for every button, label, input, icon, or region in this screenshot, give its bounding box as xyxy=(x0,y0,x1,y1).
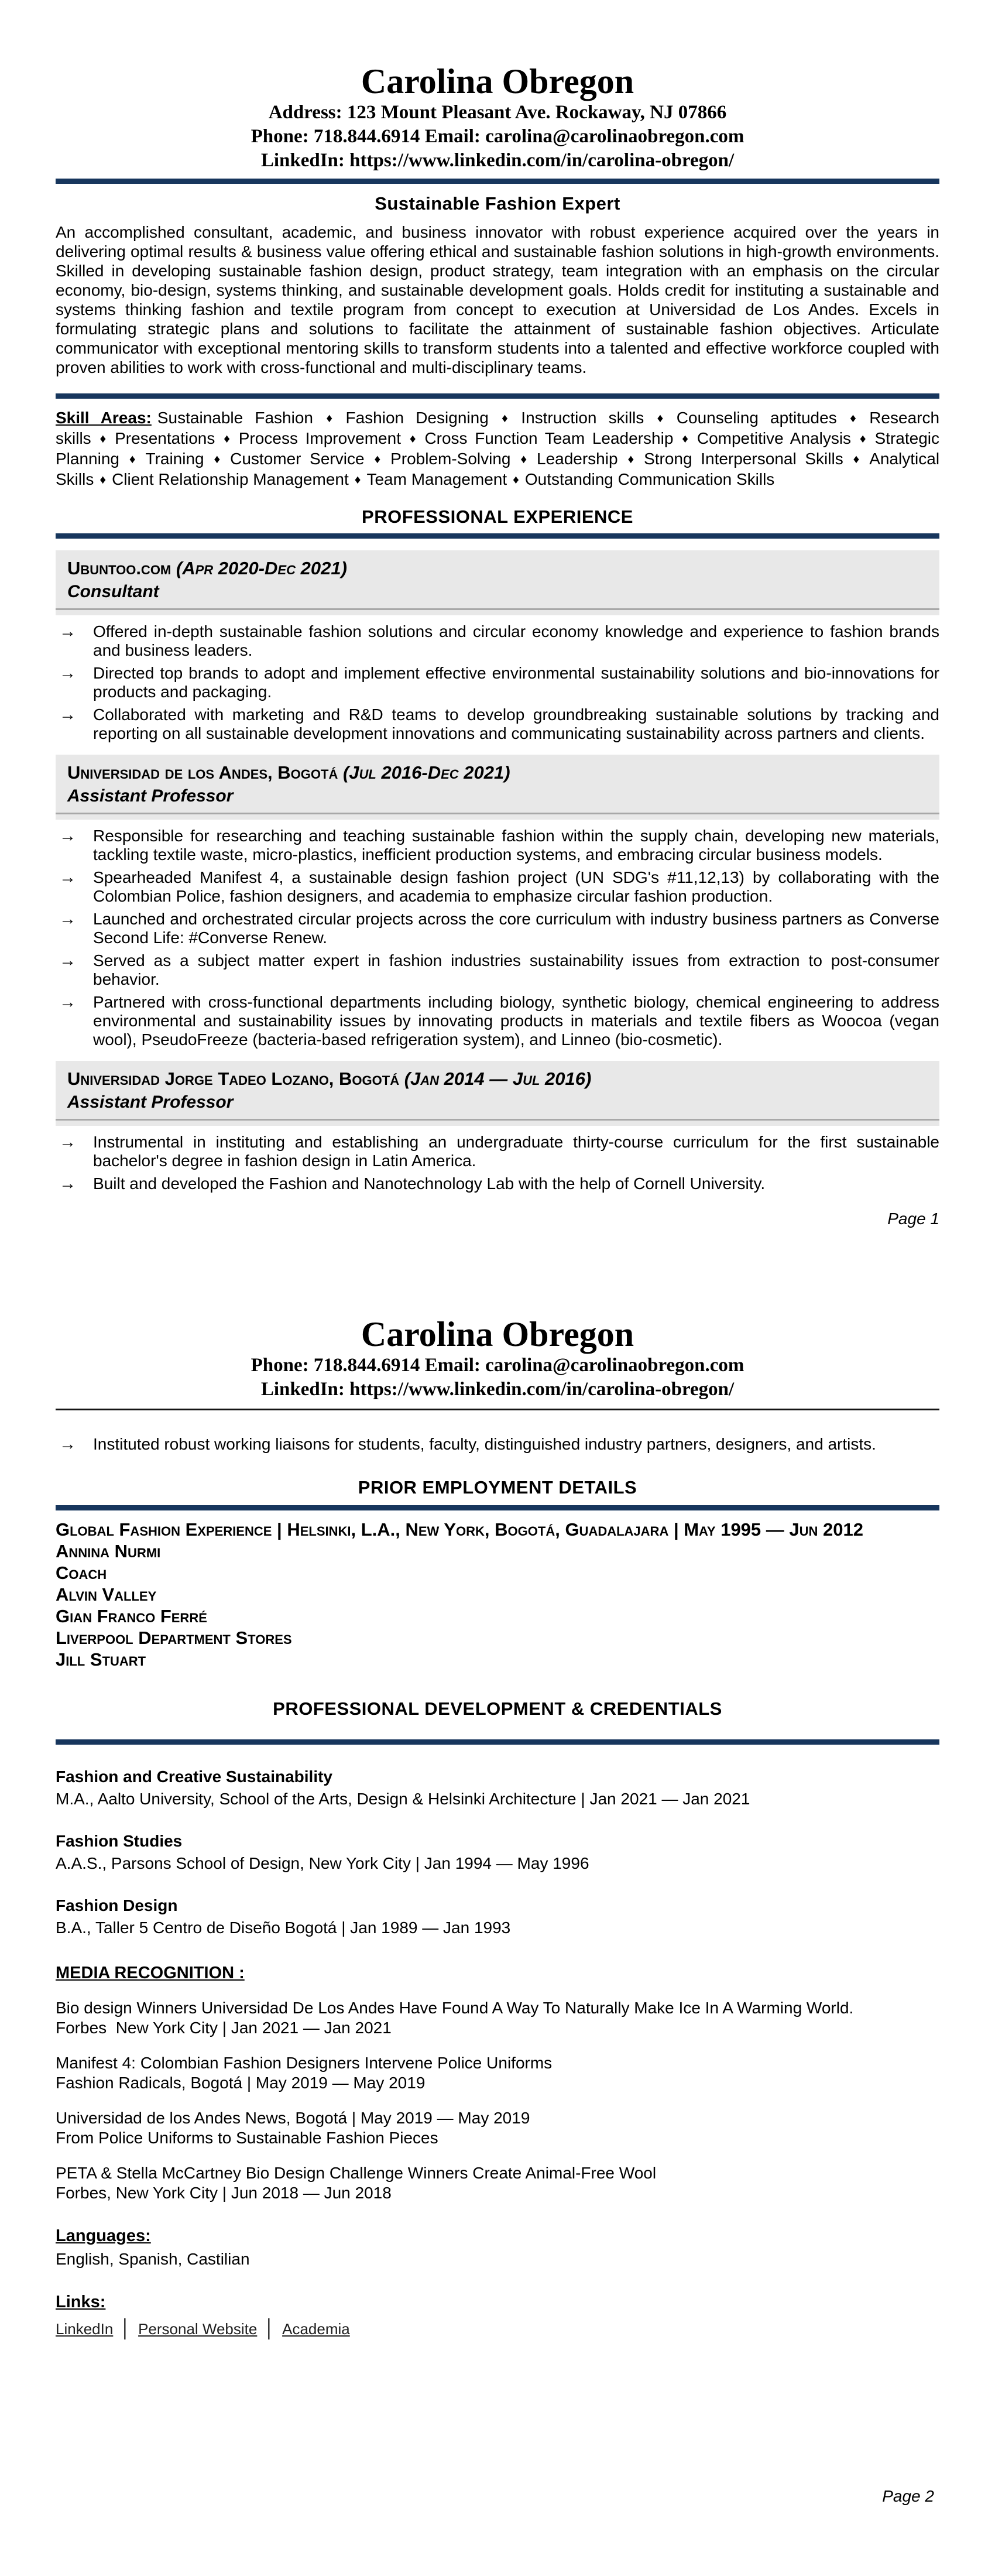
skill-item: Outstanding Communication Skills xyxy=(524,470,775,488)
phone-email-line: Phone: 718.844.6914 Email: carolina@carolinaobregon.com xyxy=(251,126,744,147)
arrow-bullet-icon: → xyxy=(59,1133,76,1152)
skill-item: Client Relationship Management xyxy=(112,470,349,488)
links-label: Links: xyxy=(56,2293,106,2311)
diamond-separator-icon: ♦ xyxy=(494,412,516,425)
skill-item: Strong Interpersonal Skills xyxy=(644,450,843,468)
bullet-item xyxy=(56,1435,939,1454)
person-name: Carolina Obregon xyxy=(361,1315,634,1354)
bullet-text: Responsible for researching and teaching sustainable fashion within the supply chain, developing new materials, tackling textile waste, micro-plastics, inefficient production systems, and embracing circular business models. xyxy=(93,827,939,864)
education-entry xyxy=(56,1896,939,1938)
job-entry xyxy=(56,755,939,1049)
prior-employers-list xyxy=(56,1519,939,1670)
resume-page-2 xyxy=(56,1315,939,2339)
diamond-separator-icon: ♦ xyxy=(370,453,385,466)
skill-item: Research skills xyxy=(56,409,940,447)
diamond-separator-icon: ♦ xyxy=(318,412,340,425)
education-entry xyxy=(56,1767,939,1809)
phone-email-line: Phone: 718.844.6914 Email: carolina@carolinaobregon.com xyxy=(251,1355,744,1376)
job-dates: (Apr 2020-Dec 2021) xyxy=(176,558,347,578)
media-recognition-heading: MEDIA RECOGNITION : xyxy=(56,1964,245,1982)
person-name: Carolina Obregon xyxy=(361,62,634,101)
job-employer-name: Ubuntoo.com xyxy=(67,558,176,578)
media-item xyxy=(56,2053,939,2093)
employer-item: Coach xyxy=(56,1563,107,1583)
skill-areas-label: Skill Areas: xyxy=(56,409,152,427)
employer-item: Liverpool Department Stores xyxy=(56,1628,292,1648)
skill-item: Analytical Skills xyxy=(56,450,940,488)
skill-item: Counseling aptitudes xyxy=(676,409,837,427)
job-header-box xyxy=(56,550,939,615)
job-entry xyxy=(56,1061,939,1193)
education-title: Fashion and Creative Sustainability xyxy=(56,1767,333,1786)
diamond-separator-icon: ♦ xyxy=(842,412,864,425)
diamond-separator-icon: ♦ xyxy=(516,453,531,466)
section-heading-experience: PROFESSIONAL EXPERIENCE xyxy=(362,506,633,527)
diamond-separator-icon: ♦ xyxy=(849,453,864,466)
job-header-box xyxy=(56,1061,939,1126)
media-line: Forbes, New York City | Jun 2018 — Jun 2018 xyxy=(56,2184,392,2202)
education-detail: B.A., Taller 5 Centro de Diseño Bogotá | Jan 1989 — Jan 1993 xyxy=(56,1919,511,1937)
diamond-separator-icon: ♦ xyxy=(650,412,671,425)
skill-item: Process Improvement xyxy=(238,429,401,447)
arrow-bullet-icon: → xyxy=(59,622,76,641)
arrow-bullet-icon: → xyxy=(59,664,76,683)
arrow-bullet-icon: → xyxy=(59,705,76,724)
media-item xyxy=(56,1998,939,2038)
media-line: Universidad de los Andes News, Bogotá | May 2019 — May 2019 xyxy=(56,2109,530,2127)
skill-item: Customer Service xyxy=(230,450,365,468)
media-line: PETA & Stella McCartney Bio Design Challenge Winners Create Animal-Free Wool xyxy=(56,2164,657,2182)
bullet-text: Built and developed the Fashion and Nanotechnology Lab with the help of Cornell University. xyxy=(93,1174,766,1193)
arrow-bullet-icon: → xyxy=(59,951,76,970)
divider-rule xyxy=(56,533,939,539)
linkedin-line: LinkedIn: https://www.linkedin.com/in/carolina-obregon/ xyxy=(260,1379,735,1400)
arrow-bullet-icon: → xyxy=(59,827,76,845)
job-title: Assistant Professor xyxy=(67,1092,234,1112)
arrow-bullet-icon: → xyxy=(59,910,76,929)
bullet-text: Served as a subject matter expert in fashion industries sustainability issues from extraction to post-consumer behavior. xyxy=(93,951,939,988)
arrow-bullet-icon: → xyxy=(59,1435,76,1454)
page-number: Page 1 xyxy=(887,1210,939,1228)
skill-item: Strategic Planning xyxy=(56,429,940,468)
job-title: Assistant Professor xyxy=(67,786,234,806)
experience-list xyxy=(56,550,939,1193)
bullet-text: Partnered with cross-functional departments including biology, synthetic biology, chemical engineering to address environmental and sustainability issues by innovating products in materials and textile fibers as Woocoa (vegan wool), PseudoFreeze (bacteria-based refrigeration system), and Linneo (bio-cosmetic). xyxy=(93,993,939,1049)
diamond-separator-icon: ♦ xyxy=(623,453,639,466)
diamond-separator-icon: ♦ xyxy=(406,432,419,446)
employer-item: Annina Nurmi xyxy=(56,1541,161,1561)
arrow-bullet-icon: → xyxy=(59,1174,76,1193)
arrow-bullet-icon: → xyxy=(59,868,76,887)
skill-areas xyxy=(56,408,939,490)
education-detail: A.A.S., Parsons School of Design, New York City | Jan 1994 — May 1996 xyxy=(56,1854,589,1872)
bullet-item xyxy=(56,993,939,1049)
education-title: Fashion Design xyxy=(56,1896,178,1914)
employer-item: Gian Franco Ferré xyxy=(56,1606,207,1626)
links-row xyxy=(56,2319,939,2339)
diamond-separator-icon: ♦ xyxy=(354,473,361,487)
job-employer-name: Universidad Jorge Tadeo Lozano, Bogotá xyxy=(67,1068,404,1089)
diamond-separator-icon: ♦ xyxy=(100,473,107,487)
link-personal-website[interactable]: Personal Website xyxy=(138,2320,258,2338)
page1-header xyxy=(56,0,939,173)
bullet-text: Instrumental in instituting and establishing an undergraduate thirty-course curriculum for the first sustainable bachelor's degree in fashion design in Latin America. xyxy=(93,1133,939,1170)
employer-item: Global Fashion Experience | Helsinki, L.A., New York, Bogotá, Guadalajara | May 1995 — Jun 2012 xyxy=(56,1519,863,1540)
bullet-text: Directed top brands to adopt and implement effective environmental sustainability solutions and bio-innovations for products and packaging. xyxy=(93,664,939,701)
employer-item: Alvin Valley xyxy=(56,1584,157,1605)
summary-paragraph: An accomplished consultant, academic, and business innovator with robust experience acquired over the years in delivering optimal results & business value offering ethical and sustainable fashion solutions in high-growth environments. Skilled in developing sustainable fashion design, product strategy, team integration with an emphasis on the circular economy, bio-design, systems thinking, and sustainable development goals. Holds credit for instituting a sustainable and systems thinking fashion and textile program from concept to execution at Universidad de Los Andes. Excels in formulating strategic plans and solutions to facilitate the attainment of sustainable fashion objectives. Articulate communicator with exceptional mentoring skills to transform students into a talented and effective workforce coupled with proven abilities to work with cross-functional and multi-disciplinary teams. xyxy=(56,223,939,376)
skill-item: Training xyxy=(145,450,204,468)
languages-value: English, Spanish, Castilian xyxy=(56,2250,250,2268)
media-item xyxy=(56,2163,939,2203)
bullet-item xyxy=(56,1133,939,1170)
diamond-separator-icon: ♦ xyxy=(221,432,233,446)
linkedin-line: LinkedIn: https://www.linkedin.com/in/carolina-obregon/ xyxy=(260,150,735,171)
diamond-separator-icon: ♦ xyxy=(97,432,109,446)
bullet-text: Instituted robust working liaisons for students, faculty, distinguished industry partners, designers, and artists. xyxy=(93,1435,876,1453)
bullet-text: Launched and orchestrated circular projects across the core curriculum with industry business partners as Converse Second Life: #Converse Renew. xyxy=(93,910,939,947)
skill-item: Fashion Designing xyxy=(345,409,489,427)
links-separator: │ xyxy=(120,2319,132,2338)
skill-item: Sustainable Fashion xyxy=(157,409,313,427)
job-employer-name: Universidad de los Andes, Bogotá xyxy=(67,762,343,783)
media-item xyxy=(56,2108,939,2148)
diamond-separator-icon: ♦ xyxy=(513,473,519,487)
link-academia[interactable]: Academia xyxy=(282,2320,350,2338)
skill-item: Presentations xyxy=(115,429,215,447)
links-separator: │ xyxy=(264,2319,276,2338)
bullet-item xyxy=(56,705,939,743)
divider-rule xyxy=(56,1409,939,1410)
diamond-separator-icon: ♦ xyxy=(679,432,691,446)
divider-rule xyxy=(56,1505,939,1510)
media-list xyxy=(56,1998,939,2203)
diamond-separator-icon: ♦ xyxy=(125,453,140,466)
arrow-bullet-icon: → xyxy=(59,993,76,1012)
bullet-text: Spearheaded Manifest 4, a sustainable design fashion project (UN SDG's #11,12,13) by collaborating with the Colombian Police, fashion designers, and academia to emphasize circular fashion production. xyxy=(93,868,939,905)
divider-rule xyxy=(56,1739,939,1745)
skill-item: Leadership xyxy=(537,450,618,468)
job-title: Consultant xyxy=(67,582,159,601)
job-entry xyxy=(56,550,939,743)
skill-item: Team Management xyxy=(366,470,507,488)
section-heading-development: PROFESSIONAL DEVELOPMENT & CREDENTIALS xyxy=(273,1698,722,1719)
skill-item: Competitive Analysis xyxy=(696,429,852,447)
skill-item: Problem-Solving xyxy=(390,450,511,468)
section-heading-prior-employment: PRIOR EMPLOYMENT DETAILS xyxy=(358,1477,637,1498)
media-line: Forbes New York City | Jan 2021 — Jan 2021 xyxy=(56,2019,392,2037)
address-line: Address: 123 Mount Pleasant Ave. Rockaway, NJ 07866 xyxy=(268,102,727,123)
education-entry xyxy=(56,1831,939,1873)
bullet-item xyxy=(56,868,939,906)
link-linkedin[interactable]: LinkedIn xyxy=(56,2320,114,2338)
job-header-box xyxy=(56,755,939,820)
divider-rule xyxy=(56,393,939,399)
media-line: Bio design Winners Universidad De Los Andes Have Found A Way To Naturally Make Ice In A Warming World. xyxy=(56,1999,854,2017)
page-number: Page 2 xyxy=(882,2487,934,2505)
page-title: Sustainable Fashion Expert xyxy=(375,193,620,214)
languages-label: Languages: xyxy=(56,2226,151,2245)
education-detail: M.A., Aalto University, School of the Arts, Design & Helsinki Architecture | Jan 2021 — Jan 2021 xyxy=(56,1790,750,1808)
bullet-item xyxy=(56,910,939,947)
bullet-item xyxy=(56,664,939,701)
bullet-text: Collaborated with marketing and R&D teams to develop groundbreaking sustainable solutions by tracking and reporting on all sustainable development innovations and communicating sustainability across partners and clients. xyxy=(93,705,939,742)
diamond-separator-icon: ♦ xyxy=(857,432,869,446)
education-list xyxy=(56,1767,939,1938)
media-line: Manifest 4: Colombian Fashion Designers Intervene Police Uniforms xyxy=(56,2054,553,2072)
bullet-item xyxy=(56,1174,939,1193)
resume-page-1 xyxy=(56,0,939,1228)
employer-item: Jill Stuart xyxy=(56,1649,146,1670)
education-title: Fashion Studies xyxy=(56,1832,183,1850)
bullet-item xyxy=(56,951,939,989)
bullet-text: Offered in-depth sustainable fashion solutions and circular economy knowledge and experience to fashion brands and business leaders. xyxy=(93,622,939,659)
bullet-item xyxy=(56,827,939,864)
divider-rule xyxy=(56,179,939,184)
job-dates: (Jan 2014 — Jul 2016) xyxy=(404,1068,592,1089)
diamond-separator-icon: ♦ xyxy=(210,453,225,466)
media-line: From Police Uniforms to Sustainable Fashion Pieces xyxy=(56,2129,438,2147)
skill-item: Instruction skills xyxy=(521,409,644,427)
skill-item: Cross Function Team Leadership xyxy=(424,429,674,447)
job-dates: (Jul 2016-Dec 2021) xyxy=(342,762,510,783)
bullet-item xyxy=(56,622,939,660)
media-line: Fashion Radicals, Bogotá | May 2019 — May 2019 xyxy=(56,2074,426,2092)
page2-header xyxy=(56,1315,939,1402)
